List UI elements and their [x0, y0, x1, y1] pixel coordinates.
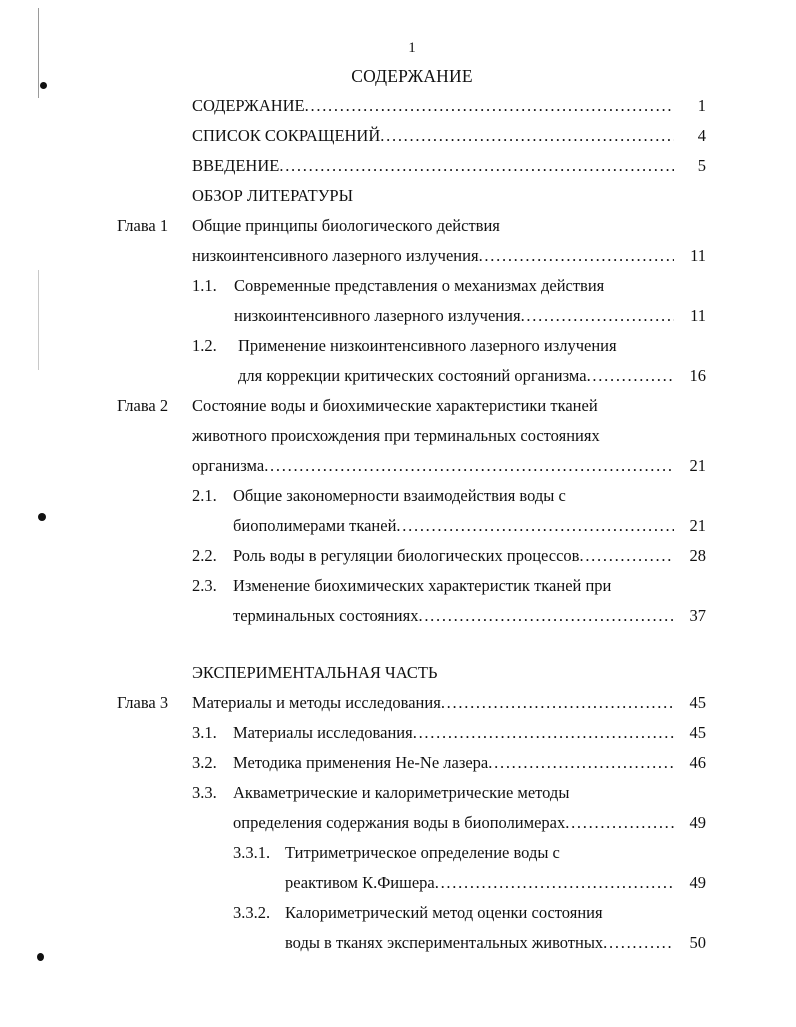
entry-title-line	[192, 424, 706, 448]
entry-title: Роль воды в регуляции биологических процессов	[233, 546, 580, 565]
toc-entry	[0, 274, 796, 298]
dot-leader	[488, 751, 674, 775]
section-number: 3.3.2.	[233, 903, 271, 922]
entry-title-line	[233, 781, 706, 805]
dot-leader	[380, 124, 674, 148]
entry-title-line	[238, 334, 706, 358]
toc-entry	[0, 154, 796, 178]
page-ref: 50	[689, 933, 706, 952]
section-number: 3.2.	[192, 753, 217, 772]
toc-entry	[0, 94, 796, 118]
entry-title-line	[285, 871, 674, 895]
entry-title-line	[234, 304, 674, 328]
entry-title-line	[233, 751, 674, 775]
chapter-label: Глава 1	[117, 216, 169, 235]
entry-title: Современные представления о механизмах действия	[234, 276, 605, 295]
toc-entry	[0, 514, 796, 538]
entry-title-line	[192, 661, 706, 685]
entry-title-line	[285, 901, 706, 925]
chapter-label: Глава 2	[117, 396, 169, 415]
entry-title: Общие закономерности взаимодействия воды с	[233, 486, 566, 505]
section-number: 2.3.	[192, 576, 217, 595]
entry-title-line	[192, 94, 674, 118]
entry-title-line	[285, 841, 706, 865]
toc-heading: СОДЕРЖАНИЕ	[351, 66, 473, 86]
dot-leader	[565, 811, 674, 835]
entry-title-line	[238, 364, 674, 388]
entry-title: ВВЕДЕНИЕ	[192, 156, 280, 175]
entry-title: для коррекции критических состояний организма	[238, 366, 587, 385]
toc-entry	[0, 901, 796, 925]
entry-title-line	[233, 514, 674, 538]
entry-title-line	[192, 394, 706, 418]
dot-leader	[603, 931, 674, 955]
entry-title: определения содержания воды в биополимерах	[233, 813, 566, 832]
chapter-label: Глава 3	[117, 693, 169, 712]
page-ref: 45	[689, 693, 706, 712]
dot-leader	[305, 94, 674, 118]
entry-title: Акваметрические и калориметрические методы	[233, 783, 570, 802]
entry-title: низкоинтенсивного лазерного излучения	[192, 246, 479, 265]
page-ref: 21	[689, 456, 706, 475]
entry-title-line	[192, 244, 674, 268]
entry-title: ЭКСПЕРИМЕНТАЛЬНАЯ ЧАСТЬ	[192, 663, 438, 682]
entry-title: организма	[192, 456, 265, 475]
toc-entry	[0, 214, 796, 238]
page-ref: 21	[689, 516, 706, 535]
toc-entry	[0, 574, 796, 598]
toc-entry	[0, 811, 796, 835]
section-number: 3.3.	[192, 783, 217, 802]
section-number: 1.1.	[192, 276, 217, 295]
toc-entry	[0, 661, 796, 685]
dot-leader	[435, 871, 674, 895]
toc-entry	[0, 544, 796, 568]
toc-entry	[0, 124, 796, 148]
toc-entry	[0, 751, 796, 775]
entry-title-line	[233, 484, 706, 508]
section-number: 3.1.	[192, 723, 217, 742]
page-ref: 28	[689, 546, 706, 565]
entry-title-line	[233, 574, 706, 598]
toc-entry	[0, 931, 796, 955]
page-ref: 49	[689, 873, 706, 892]
entry-title-line	[234, 274, 706, 298]
dot-leader	[521, 304, 674, 328]
dot-leader	[279, 154, 674, 178]
entry-title: биополимерами тканей	[233, 516, 397, 535]
toc-entry	[0, 334, 796, 358]
entry-title: реактивом К.Фишера	[285, 873, 435, 892]
dot-leader	[264, 454, 674, 478]
dot-leader	[587, 364, 674, 388]
entry-title: Изменение биохимических характеристик тканей при	[233, 576, 612, 595]
entry-title: ОБЗОР ЛИТЕРАТУРЫ	[192, 186, 353, 205]
entry-title: Состояние воды и биохимические характеристики тканей	[192, 396, 598, 415]
toc-entry	[0, 604, 796, 628]
toc-entry	[0, 691, 796, 715]
entry-title-line	[233, 811, 674, 835]
dot-leader	[396, 514, 674, 538]
entry-title: Калориметрический метод оценки состояния	[285, 903, 603, 922]
page-number: 1	[408, 40, 416, 56]
page-ref: 37	[689, 606, 706, 625]
toc-entry	[0, 871, 796, 895]
toc-entry	[0, 841, 796, 865]
toc-entry	[0, 424, 796, 448]
entry-title: СПИСОК СОКРАЩЕНИЙ	[192, 126, 381, 145]
entry-title: Титриметрическое определение воды с	[285, 843, 560, 862]
entry-title-line	[285, 931, 674, 955]
section-number: 3.3.1.	[233, 843, 271, 862]
dot-leader	[413, 721, 674, 745]
entry-title-line	[233, 721, 674, 745]
toc-entry	[0, 781, 796, 805]
toc-entry	[0, 394, 796, 418]
page-ref: 11	[690, 246, 706, 265]
entry-title-line	[192, 454, 674, 478]
entry-title-line	[233, 604, 674, 628]
entry-title: Методика применения He-Ne лазера	[233, 753, 489, 772]
entry-title: воды в тканях экспериментальных животных	[285, 933, 604, 952]
toc-entry	[0, 721, 796, 745]
page-ref: 1	[697, 96, 706, 115]
page-ref: 49	[689, 813, 706, 832]
section-number: 1.2.	[192, 336, 217, 355]
toc-entry	[0, 484, 796, 508]
entry-title: животного происхождения при терминальных состояниях	[192, 426, 600, 445]
toc-entry	[0, 364, 796, 388]
entry-title: СОДЕРЖАНИЕ	[192, 96, 305, 115]
entry-title: терминальных состояниях	[233, 606, 419, 625]
toc-entry	[0, 304, 796, 328]
dot-leader	[579, 544, 674, 568]
section-number: 2.2.	[192, 546, 217, 565]
entry-title: Применение низкоинтенсивного лазерного излучения	[238, 336, 617, 355]
dot-leader	[418, 604, 674, 628]
page-ref: 16	[689, 366, 706, 385]
entry-title: Общие принципы биологического действия	[192, 216, 500, 235]
page-ref: 4	[697, 126, 706, 145]
entry-title-line	[192, 124, 674, 148]
entry-title: Материалы исследования	[233, 723, 413, 742]
entry-title-line	[192, 691, 674, 715]
dot-leader	[441, 691, 674, 715]
page-ref: 5	[697, 156, 706, 175]
section-number: 2.1.	[192, 486, 217, 505]
toc-entry	[0, 454, 796, 478]
toc-entry	[0, 244, 796, 268]
dot-leader	[479, 244, 674, 268]
entry-title-line	[192, 154, 674, 178]
toc-entry	[0, 184, 796, 208]
entry-title: низкоинтенсивного лазерного излучения	[234, 306, 521, 325]
entry-title-line	[192, 214, 706, 238]
page-ref: 11	[690, 306, 706, 325]
entry-title-line	[192, 184, 706, 208]
entry-title-line	[233, 544, 674, 568]
page-ref: 45	[689, 723, 706, 742]
entry-title: Материалы и методы исследования	[192, 693, 441, 712]
page-ref: 46	[689, 753, 706, 772]
